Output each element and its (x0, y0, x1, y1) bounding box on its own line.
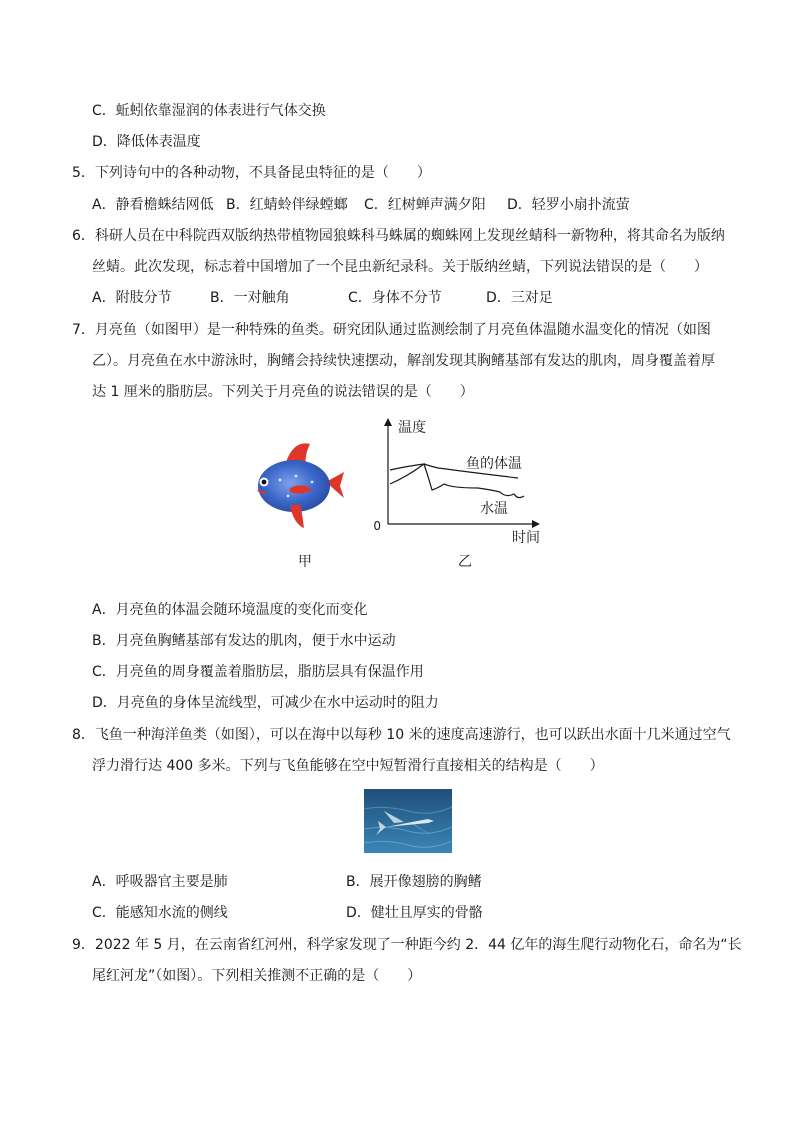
graph-y-axis-label: 温度 (398, 420, 426, 436)
moonfish-illustration (250, 438, 346, 530)
q5-option-a: A．静看檐蛛结网低 (92, 197, 214, 213)
q7-option-b: B．月亮鱼胸鳍基部有发达的肌肉，便于水中运动 (92, 633, 396, 649)
q6-option-b: B．一对触角 (210, 290, 290, 306)
q8-option-a: A．呼吸器官主要是肺 (92, 874, 228, 890)
q9-stem-line1: 9．2022 年 5 月，在云南省红河州，科学家发现了一种距今约 2．44 亿年的海生爬行动物化石，命名为“长 (72, 937, 742, 953)
q8-option-c: C．能感知水流的侧线 (92, 905, 228, 921)
q4-option-c: C．蚯蚓依靠湿润的体表进行气体交换 (92, 103, 326, 119)
q7-stem-line1: 7．月亮鱼（如图甲）是一种特殊的鱼类。研究团队通过监测绘制了月亮鱼体温随水温变化的情况（如图 (72, 322, 711, 338)
q6-option-c: C．身体不分节 (348, 290, 442, 306)
q6-option-d: D．三对足 (486, 290, 553, 306)
q6-option-a: A．附肢分节 (92, 290, 172, 306)
graph-x-axis-label: 时间 (512, 530, 540, 546)
q5-option-b: B．红蜻蛉伴绿螳螂 (226, 197, 348, 213)
q7-option-c: C．月亮鱼的周身覆盖着脂肪层，脂肪层具有保温作用 (92, 664, 424, 680)
q4-option-d: D．降低体表温度 (92, 134, 201, 150)
q8-stem-line2: 浮力滑行达 400 多米。下列与飞鱼能够在空中短暂滑行直接相关的结构是（ ） (92, 758, 604, 774)
q8-option-d: D．健壮且厚实的骨骼 (346, 905, 483, 921)
q7-stem-line2: 乙）。月亮鱼在水中游泳时，胸鳍会持续快速摆动，解剖发现其胸鳍基部有发达的肌肉，周身覆盖着厚 (92, 353, 715, 369)
q8-option-b: B．展开像翅膀的胸鳍 (346, 874, 482, 890)
q8-stem-line1: 8．飞鱼一种海洋鱼类（如图），可以在海中以每秒 10 米的速度高速游行，也可以跃出水面十几米通过空气 (72, 727, 731, 743)
q7-option-d: D．月亮鱼的身体呈流线型，可减少在水中运动时的阻力 (92, 695, 439, 711)
q9-stem-line2: 尾红河龙”（如图）。下列相关推测不正确的是（ ） (92, 968, 422, 984)
q5-option-d: D．轻罗小扇扑流萤 (507, 197, 630, 213)
q5-option-c: C．红树蝉声满夕阳 (364, 197, 486, 213)
q7-stem-line3: 达 1 厘米的脂肪层。下列关于月亮鱼的说法错误的是（ ） (92, 384, 474, 400)
q6-stem-line1: 6．科研人员在中科院西双版纳热带植物园狼蛛科马蛛属的蜘蛛网上发现丝蜻科一新物种，将其命名为版纳 (72, 228, 725, 244)
q6-stem-line2: 丝蜻。此次发现，标志着中国增加了一个昆虫新纪录科。关于版纳丝蜻，下列说法错误的是（ ） (92, 259, 708, 275)
q5-stem: 5．下列诗句中的各种动物，不具备昆虫特征的是（ ） (72, 165, 431, 181)
figure-label-jia: 甲 (298, 554, 312, 570)
graph-origin-label: 0 (373, 519, 381, 533)
q7-option-a: A．月亮鱼的体温会随环境温度的变化而变化 (92, 602, 368, 618)
figure-label-yi: 乙 (458, 554, 472, 570)
graph-series-body-temp-label: 鱼的体温 (466, 456, 522, 472)
temperature-graph (368, 416, 554, 548)
graph-series-water-temp-label: 水温 (480, 501, 508, 517)
flying-fish-photo (364, 789, 452, 853)
